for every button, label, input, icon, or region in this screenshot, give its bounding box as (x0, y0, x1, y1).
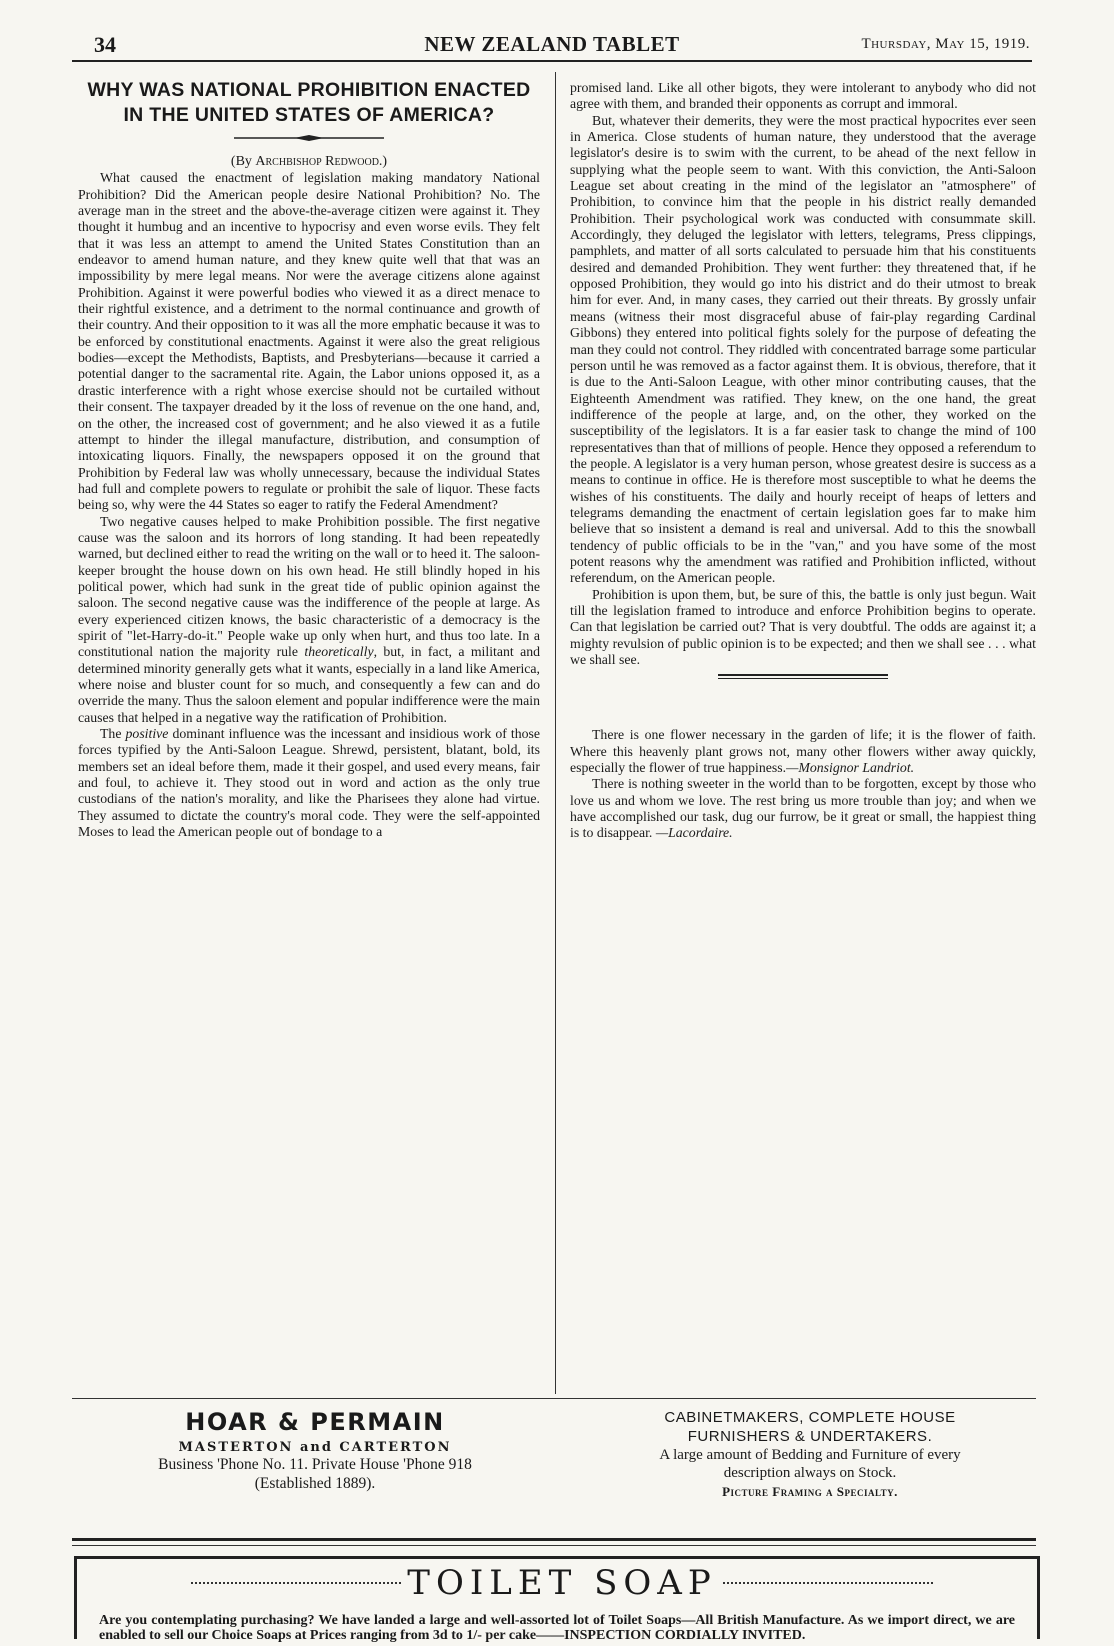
page-number: 34 (94, 32, 116, 57)
advert-established: (Established 1889). (254, 1475, 376, 1492)
headline-ornament-rule (234, 134, 384, 142)
issue-date: Thursday, May 15, 1919. (861, 36, 1030, 52)
article-byline: (By Archbishop Redwood.) (230, 154, 388, 169)
article-end-rule (718, 674, 888, 679)
advert-company-name: HOAR & PERMAIN (185, 1408, 445, 1436)
article-paragraph: But, whatever their demerits, they were the most practical hypocrites ever seen in America. Close students of human nature, they understood that the average legislator's desire is to swim with the current, to be ahead of the next fellow in supplying what the people seem to want. With this conviction, the Anti-Saloon League set about creating in the mind of the legislator an "atmosphere" of Prohibition, to convince him that the people in his district really demanded Prohibition. Their psychological work was conducted with consummate skill. Accordingly, they deluged the legislator with letters, telegrams, Press clippings, pamphlets, and matter of all sorts calculated to persuade him that his constituents desired and demanded Prohibition. They went further: they threatened that, if he opposed Prohibition, they would go into his district and do their utmost to break him for ever. And, in many cases, they carried out their threats. By grossly unfair means (witness their most disgraceful abuse of fair-play regarding Cardinal Gibbons) they entered into political fights solely for the purpose of defeating the man they could not control. They riddled with concentrated barrage some particular person until he was removed as a factor against them. It is obvious, therefore, that it is due to the Anti-Saloon League, with other minor contributing causes, that the Eighteenth Amendment was ratified. They knew, on the one hand, the great indifference of the people at large, and, on the other, they worked on the susceptibility of the legislators. It is a far easier task to change the mind of 100 representatives than that of millions of people. Hence they opposed a referendum to the people. A legislator is a very human person, whose greatest desire is success as a means to continue in office. He is therefore most susceptible to what he deems the wishes of his constituents. The daily and hourly receipt of heaps of letters and telegrams demanding the enactment of certain legislation goes far to make him believe that so insistent a demand is real and universal. Add to this the snowball tendency of public officials to be in the "van," and you have some of the most potent reasons why the amendment was ratified and Prohibition inflicted, without referendum, on the American people. (570, 112, 1036, 586)
advert-hoar-permain (80, 1408, 550, 1493)
running-header (72, 30, 1032, 62)
article-paragraph: The positive dominant influence was the incessant and insidious work of those forces typified by the Anti-Saloon League. Shrewd, persistent, blatant, bold, its members set an ideal before them, made it their gospel, and used every means, fair and foul, to achieve it. They stood out in word and action as the only true custodians of the nation's morality, and like the Pharisees they alone had virtue. They assumed to dictate the country's moral code. They were the self-appointed Moses to lead the American people out of bondage to a (78, 726, 541, 840)
advert-line: CABINETMAKERS, COMPLETE HOUSE (664, 1409, 956, 1426)
article-paragraph: Prohibition is upon them, but, be sure of this, the battle is only just begun. Wait till the legislation framed to introduce and enforce Prohibition begins to operate. Can that legislation be carried out? That is very doubtful. The odds are against it; a mighty revulsion of public opinion is to be expected; and then we shall see . . . what we shall see. (570, 586, 1036, 668)
column-divider (555, 72, 556, 1394)
quote-faith: There is one flower necessary in the garden of life; it is the flower of faith. Where this heavenly plant grows not, many other flowers wither away quickly, especially the flower of true happiness.—Monsignor Landriot. (570, 727, 1036, 776)
publication-title: NEW ZEALAND TABLET (424, 32, 680, 56)
article-headline: WHY WAS NATIONAL PROHIBITION ENACTED IN THE UNITED STATES OF AMERICA? (87, 79, 531, 126)
article-column-right (570, 80, 1036, 842)
advert-toilet-soap (74, 1556, 1040, 1643)
article-paragraph-continued: promised land. Like all other bigots, they were intolerant to anybody who did not agree with them, and branded their opponents as corrupt and immoral. (570, 80, 1036, 112)
advert-line: A large amount of Bedding and Furniture of every (659, 1447, 961, 1463)
advert-line: description always on Stock. (723, 1465, 897, 1481)
quote-author: —Monsignor Landriot. (786, 760, 915, 776)
advert-rule (72, 1538, 1036, 1541)
section-rule (72, 1398, 1036, 1399)
advert-line: FURNISHERS & UNDERTAKERS. (687, 1428, 933, 1445)
quote-forgotten: There is nothing sweeter in the world than to be forgotten, except by those who love us and whom we love. The rest bring us more trouble than joy; and when we have accomplished our task, dug our furrow, be it great or small, the happiest thing is to disappear. —Lacordaire. (570, 776, 1036, 841)
article-column-left (78, 78, 540, 840)
quote-author: —Lacordaire. (655, 825, 733, 841)
article-paragraph: Two negative causes helped to make Prohibition possible. The first negative cause was the saloon and its horrors of long standing. It had been repeatedly warned, but declined either to read the writing on the wall or to heed it. The saloon-keeper brought the house down on his own head. He still blindly hoped in his political power, which had sunk in the great tide of public opinion against the saloon. The second negative cause was the indifference of the people at large. As every experienced citizen knows, the basic characteristic of a democracy is the spirit of "let-Harry-do-it." People wake up only when hurt, and thus too late. In a constitutional nation the majority rule theoretically, but, in fact, a militant and determined minority generally gets what it wants, especially in a land like America, where noise and bluster count for so much, and consequently a few can and do override the many. Thus the saloon element and popular indifference were the main causes that helped in a negative way the ratification of Prohibition. (78, 513, 540, 725)
advert-cabinetmakers (585, 1408, 1035, 1500)
advert-rule-thin (72, 1545, 1036, 1546)
advert-soap-copy: Are you contemplating purchasing? We have landed a large and well-assorted lot of Toilet Soaps—All British Manufacture. As we import direct, we are enabled to sell our Choice Soaps at Prices ranging from 3d to 1/- per cake——INSPECTION CORDIALLY INVITED. (99, 1613, 1015, 1643)
article-paragraph: What caused the enactment of legislation making mandatory National Prohibition? Did the American people desire National Prohibition? No. The average man in the street and the above-the-average citizen were against it. They thought it humbug and an incentive to hypocrisy and even worse evils. They felt that it was less an attempt to amend the United States Constitution than an endeavor to amend human nature, and they knew quite well that that was an impossibility by mere legal means. Nor were the average citizens alone against Prohibition. Against it were powerful bodies who viewed it as a direct menace to their rightful existence, and a detriment to the normal continuance and growth of their country. And their opposition to it was all the more emphatic because it was to be enforced by constitutional enactments. Against it were also the great religious bodies—except the Methodists, Baptists, and Presbyterians—because it carried a potential danger to the sacramental rite. Again, the Labor unions opposed it, as a drastic interference with a right whose exercise should not be curtailed without their consent. The taxpayer dreaded by it the loss of revenue on the one hand, and, on the other, the increased cost of government; and he also viewed it as a futile attempt to hinder the illegal manufacture, distribution, and consumption of intoxicating liquors. Finally, the newspapers opposed it on the ground that Prohibition by Federal law was wholly unnecessary, because the individual States had full and complete powers to regulate or prohibit the sale of liquor. These facts being so, why were the 44 States so eager to ratify the Federal Amendment? (78, 170, 540, 513)
advert-line: Picture Framing a Specialty. (722, 1484, 898, 1499)
advert-soap-title: TOILET SOAP (407, 1563, 717, 1603)
advert-phones: Business 'Phone No. 11. Private House 'Phone 918 (158, 1456, 472, 1473)
advert-locations: MASTERTON and CARTERTON (178, 1440, 452, 1455)
